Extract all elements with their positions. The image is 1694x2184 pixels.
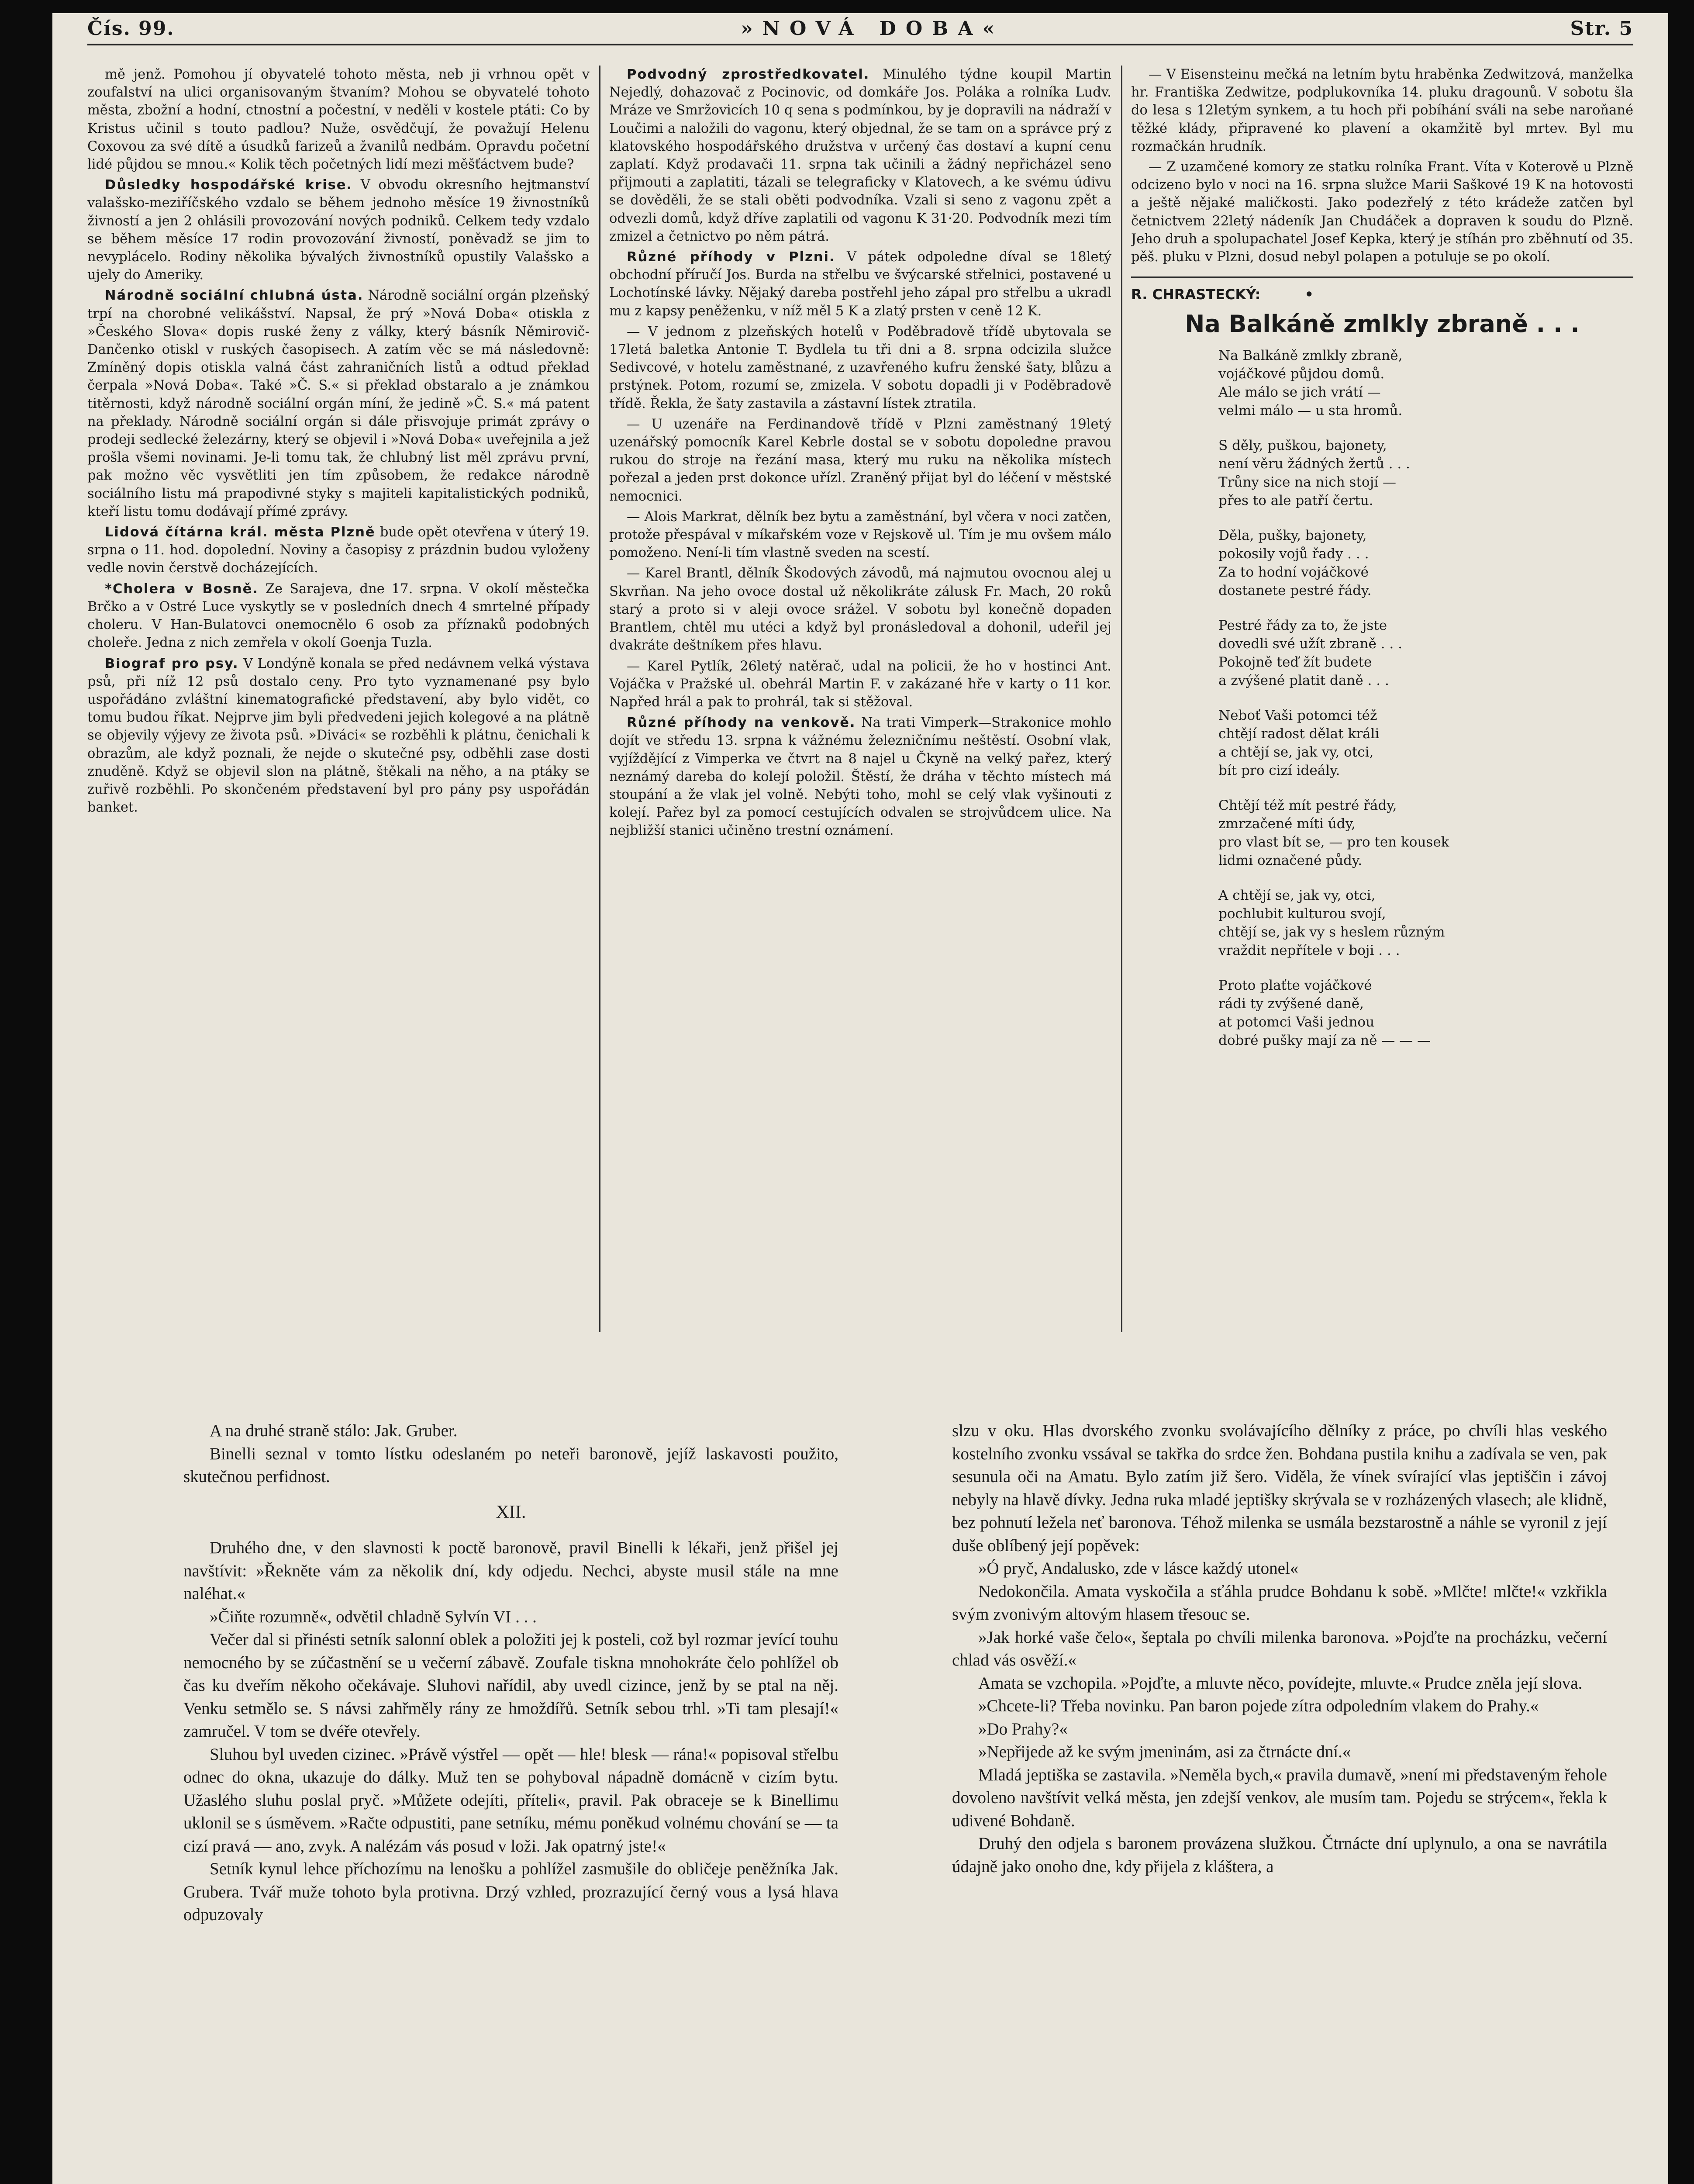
article-headline: Různé příhody na venkově. xyxy=(627,715,856,731)
article xyxy=(609,714,1111,840)
poem-title: Na Balkáně zmlkly zbraně . . . xyxy=(1185,310,1580,338)
novel-paragraph: »Jak horké vaše čelo«, šeptala po chvíli milenka baronova. »Pojďte na procházku, večerní chlad vás osvěží.« xyxy=(952,1628,1607,1669)
article-body: — V jednom z plzeňských hotelů v Poděbradově třídě ubytovala se 17letá baletka Antonie T. Bydlela tu tři dni a 8. srpna odcizila služce Sedivcové, v hotelu zaměstnané, z uzavřeného kufru ženské šaty, blůzu a prstýnek. Potom, rozumí se, zmizela. V sobotu dopadli ji v Poděbradově třídě. Řekla, že šaty zastavila a zástavní lístek ztratila. xyxy=(609,324,1111,411)
article-body: V obvodu okresního hejtmanství valašsko-meziříčského vzdalo se během jednoho měsíce 19 živnostníků živností a jen 2 ohlásili provozování nových podniků. Celkem tedy vzdalo se během měsíce 17 rodin provozování živností, poněvadž se jim to nevyplácelo. Rodiny několika bývalých živnostníků opustily Valašsko a ujely do Ameriky. xyxy=(87,177,590,283)
article-continued: mě jenž. Pomohou jí obyvatelé tohoto města, neb ji vrhnou opět v zoufalství na ulici organisovaným štvaním? Mohou se obyvatelé tohoto města, zbožní a hodní, ctnostní a počestní, v neděli v kostele ptáti: Co by Kristus učinil s touto padlou? Nuže, osvědčují, že považují Helenu Coxovou za své dítě a úsudků farizeů a žvanilů nedbám. Opravdu početní lidé půjdou se mnou.« Kolik těch početných lidí mezi měšťáctvem bude? xyxy=(87,67,590,173)
poem-line: Proto plaťte vojáčkové xyxy=(1218,977,1372,993)
article-headline: *Cholera v Bosně. xyxy=(105,581,259,597)
page-header xyxy=(87,13,1633,45)
poem-line: dobré pušky mají za ně — — — xyxy=(1218,1032,1431,1048)
poem-line: vojáčkové půjdou domů. xyxy=(1218,366,1385,382)
poem-line: chtějí radost dělat králi xyxy=(1218,726,1380,742)
serial-novel-right-column xyxy=(952,1420,1607,2184)
article-body: — V Eisensteinu mečká na letním bytu hraběnka Zedwitzová, manželka hr. Františka Zedwitze, podplukovníka 14. pluku dragounů. V sobotu šla do lesa s 12letým synkem, a tu hoch při pobíhání sváli na sebe naroňané těžké klády, připravené ko plavení a okamžitě byl mrtev. Byl mu rozmačkán hrudník. xyxy=(1131,67,1633,154)
article-body: — Z uzamčené komory ze statku rolníka Frant. Víta v Koterově u Plzně odcizeno bylo v noci na 16. srpna služce Marii Saškové 19 K na hotovosti a ještě nějaké maličkosti. Jako podezřelý z této krádeže zatčen byl četnictvem 22letý nádeník Jan Chudáček a dopraven k soudu do Plzně. Jeho druh a spolupachatel Josef Kepka, který je stíhán pro zběhnutí od 35. pěš. pluku v Plzni, dosud nebyl polapen a potuluje se po okolí. xyxy=(1131,159,1633,265)
novel-paragraph: Sluhou byl uveden cizinec. »Právě výstřel — opět — hle! blesk — rána!« popisoval střelbu odnec do okna, ukazuje do dálky. Muž ten se pohyboval nápadně domácně v cizím bytu. Užaslého sluhu poslal pryč. »Můžete odejíti, příteli«, pravil. Pak obraceje se k Binellimu uklonil se s úsměvem. »Račte odpustiti, pane setníku, mému poněkud volnému chování se — ta cizí pravá — ano, zvyk. A nalézám vás posud v loži. Jak opatrný jste!« xyxy=(183,1745,838,1856)
article-body: Ze Sarajeva, dne 17. srpna. V okolí městečka Brčko a v Ostré Luce vyskytly se v posledních dnech 4 smrtelné případy choleru. V Han-Bulatovci onemocnělo 6 osob za příznaků podobných choleře. Jedna z nich zemřela v okolí Goenja Tuzla. xyxy=(87,581,590,651)
poem-author: R. CHRASTECKÝ: • xyxy=(1131,286,1314,303)
poem-line: Za to hodní vojáčkové xyxy=(1218,564,1369,580)
poem-line: S děly, puškou, bajonety, xyxy=(1218,437,1387,453)
article-headline: Biograf pro psy. xyxy=(105,656,239,671)
article-headline: Důsledky hospodářské krise. xyxy=(105,177,353,193)
article-body: — Karel Brantl, dělník Škodových závodů, má najmutou ovocnou alej u Skvrňan. Na jeho ovoce dostal už několikráte zálusk Fr. Mach, 20 roků starý a proto si v aleji ovoce srážel. V sobotu byl konečně dopaden Brantlem, chtěl mu utéci a když byl pronásledoval a dohonil, udeřil jej dvakráte deštníkem přes hlavu. xyxy=(609,566,1111,653)
poem-line: Děla, pušky, bajonety, xyxy=(1218,527,1367,543)
poem-line: a zvýšené platit daně . . . xyxy=(1218,672,1389,688)
poem xyxy=(1131,346,1633,1050)
article xyxy=(87,287,590,521)
poem-line: přes to ale patří čertu. xyxy=(1218,492,1373,508)
poem-line: dovedli své užít zbraně . . . xyxy=(1218,636,1402,652)
poem-line: Neboť Vaši potomci též xyxy=(1218,707,1377,723)
novel-paragraph: »Do Prahy?« xyxy=(978,1719,1068,1738)
novel-paragraph: Nedokončila. Amata vyskočila a sťáhla prudce Bohdanu k sobě. »Mlčte! mlčte!« vzkřikla svým zvonivým altovým hlasem třesouc se. xyxy=(952,1582,1607,1624)
poem-line: není věru žádných žertů . . . xyxy=(1218,456,1410,472)
article-headline: Národně sociální chlubná ústa. xyxy=(105,288,364,304)
poem-line: Pokojně teď žít budete xyxy=(1218,654,1372,670)
novel-paragraph: slzu v oku. Hlas dvorského zvonku svolávajícího dělníky z práce, po chvíli hlas veského kostelního zvonku vssával se takřka do srdce žen. Bohdana pustila knihu a zadívala se ven, pak sesunula oči na Amatu. Bylo zatím již šero. Viděla, že vínek svírající vlas jeptiščin i závoj nebyly na hlavě dívky. Jedna ruka mladé jeptišky skrývala se v rozházených vlasech; ale klidně, bez pohnutí ležela neť baronova. Téhož milenka se usmála bezstarostně a náhle se vyronil z její duše oblíbený její popěvek: xyxy=(952,1421,1607,1555)
news-columns xyxy=(87,66,1633,1341)
article xyxy=(609,248,1111,320)
star-ornament: • xyxy=(1304,286,1314,303)
poem-line: A chtějí se, jak vy, otci, xyxy=(1218,887,1376,903)
novel-paragraph: Večer dal si přinésti setník salonní oblek a položiti jej k posteli, což byl rozmar jevící touhu nemocného by se zúčastnění se u večerní zábavě. Zoufale tiskna mnohokráte čelo pohlížel ob čas ku dveřím někoho očekávaje. Sluhovi nařídil, aby uvedl cizince, jenž by se ptal na něj. Venku setmělo se. S návsi zahřměly rány ze hmoždířů. Setník sebou trhl. »Ti tam plesají!« zamručel. V tom se dvéře otevřely. xyxy=(183,1630,838,1741)
poem-line: zmrzačené míti údy, xyxy=(1218,816,1356,832)
novel-paragraph: Amata se vzchopila. »Pojďte, a mluvte něco, povídejte, mluvte.« Prudce zněla její slova. xyxy=(978,1673,1583,1693)
novel-paragraph: Mladá jeptiška se zastavila. »Neměla bych,« pravila dumavě, »není mi představeným řehole dovoleno navštívit velká města, jen zdejší venkov, ale musím tam. Pojedu se strýcem«, řekla k udivené Bohdaně. xyxy=(952,1765,1607,1830)
poem-line: dostanete pestré řády. xyxy=(1218,582,1372,598)
article-body: bude opět otevřena v úterý 19. srpna o 11. hod. dopolední. Noviny a časopisy z prázdnin budou vyloženy vedle novin čerstvě docházejících. xyxy=(87,525,590,576)
article-body: Na trati Vimperk—Strakonice mohlo dojít ve středu 13. srpna k vážnému železničnímu neštěstí. Osobní vlak, vyjíždějící z Vimperka ve čtvrt na 8 najel u Čkyně na velký pařez, který neznámý dareba do kolejí položil. Štěstí, že dráha v těchto místech má stoupání a že vlak jel volně. Nebýti toho, mohl se celý vlak vyšinouti z kolejí. Pařez byl za pomocí cestujících odvalen se strojvůdcem ulice. Na nejbližší stanici učiněno trestní oznámení. xyxy=(609,715,1111,839)
article xyxy=(87,523,590,577)
novel-paragraph: »Nepřijede až ke svým jmeninám, asi za čtrnácte dní.« xyxy=(978,1742,1351,1761)
novel-paragraph: Druhý den odjela s baronem provázena služkou. Čtrnácte dní uplynulo, a ona se navrátila údajně jako onoho dne, kdy přijela z kláštera, a xyxy=(952,1834,1607,1876)
poem-stanza xyxy=(1218,436,1633,510)
article xyxy=(87,580,590,652)
column-1 xyxy=(87,66,590,1341)
novel-paragraph: »Čiňte rozumně«, odvětil chladně Sylvín VI . . . xyxy=(210,1607,537,1626)
poem-line: pro vlast bít se, — pro ten kousek xyxy=(1218,834,1449,850)
poem-line: Ale málo se jich vrátí — xyxy=(1218,384,1381,400)
poem-stanza xyxy=(1218,616,1633,690)
section-divider xyxy=(1131,276,1633,278)
poem-line: vraždit nepřítele v boji . . . xyxy=(1218,942,1400,958)
poem-line: at potomci Vaši jednou xyxy=(1218,1014,1375,1030)
article-body: — Karel Pytlík, 26letý natěrač, udal na policii, že ho v hostinci Ant. Vojáčka v Pražské ul. obehrál Martin F. v zakázané hře v karty o 11 kor. Napřed hrál a pak to prohrál, tak si stěžoval. xyxy=(609,658,1111,710)
issue-number: Čís. 99. xyxy=(87,17,175,40)
poem-stanza xyxy=(1218,346,1633,420)
article xyxy=(87,176,590,284)
poem-line: a chtějí se, jak vy, otci, xyxy=(1218,744,1374,760)
poem-line: Chtějí též mít pestré řády, xyxy=(1218,797,1397,813)
poem-line: pokosily vojů řady . . . xyxy=(1218,546,1369,562)
chapter-number: XII. xyxy=(496,1502,526,1522)
article-body: V Londýně konala se před nedávnem velká výstava psů, při níž 12 psů dostalo ceny. Pro tyto vyznamenané psy bylo uspořádáno zvláštní kinematografické představení, aby bylo vidět, co tomu budou říkat. Nejprve jim byli předvedeni jejich kolegové a na plátně se objevily výjevy ze života psů. »Diváci« se rozběhli k plátnu, čenichali k obrazům, ale když poznali, že nejde o skutečné psy, odběhli zase dosti znuděně. Když se objevil slon na plátně, štěkali na něho, a na ptáky se zuřivě rozběhli. Po skončeném představení byl pro pány psy uspořádán banket. xyxy=(87,656,590,816)
article-body: Národně sociální orgán plzeňský trpí na chorobné velikášství. Napsal, že prý »Nová Doba« otiskla z »Českého Slova« dopis ruské ženy z války, který básník Němirovič-Dančenko otiskl v ruských časopisech. A zatím věc se má následovně: Zmíněný dopis otiskla valná část zahraničních listů a odtud překlad čerpala »Nová Doba«. Také »Č. S.« si překlad obstaralo a je známkou titěrnosti, když národně sociální orgán míní, že jedině »Č. S.« má patent na překlady. Národně sociální orgán si dále přisvojuje primát zprávy o prodeji sedlecké železárny, který se objevil i »Nová Doba« uveřejnila a jež prošla všemi novinami. Je-li tomu tak, že chlubný list měl zprávu první, pak možno věc vysvětliti jen tím způsobem, že redakce národně sociálního listu má prapodivné styky s majiteli kapitalistických podniků, kteří listu tomu dodávají přímé zprávy. xyxy=(87,288,590,519)
column-divider xyxy=(1121,66,1122,1332)
poem-stanza xyxy=(1218,976,1633,1050)
poem-stanza xyxy=(1218,886,1633,960)
poem-line: bít pro cizí ideály. xyxy=(1218,762,1340,778)
article xyxy=(87,655,590,817)
poem-line: Na Balkáně zmlkly zbraně, xyxy=(1218,347,1403,363)
novel-paragraph: Binelli seznal v tomto lístku odeslaném po neteři baronově, jejíž laskavosti použito, skutečnou perfidnost. xyxy=(183,1444,838,1486)
poem-line: chtějí se, jak vy s heslem různým xyxy=(1218,924,1445,940)
novel-paragraph: A na druhé straně stálo: Jak. Gruber. xyxy=(210,1421,458,1440)
article xyxy=(609,66,1111,245)
paper-title: »NOVÁ DOBA« xyxy=(741,17,1004,40)
poem-stanza xyxy=(1218,796,1633,870)
poem-line: pochlubit kulturou svojí, xyxy=(1218,905,1386,922)
poem-stanza xyxy=(1218,526,1633,600)
article-headline: Podvodný zprostředkovatel. xyxy=(627,67,870,82)
novel-paragraph: Druhého dne, v den slavnosti k poctě baronově, pravil Binelli k lékaři, jenž přišel jej navštívit: »Řekněte vám za několik dní, kdy odjedu. Nechci, abyste musil stále na mne naléhat.« xyxy=(183,1538,838,1603)
column-divider xyxy=(599,66,600,1332)
poem-line: Pestré řády za to, že jste xyxy=(1218,617,1387,633)
column-3 xyxy=(1131,66,1633,1341)
page-number: Str. 5 xyxy=(1570,17,1633,40)
poem-line: velmi málo — u sta hromů. xyxy=(1218,402,1403,418)
novel-paragraph: »Chcete-li? Třeba novinku. Pan baron pojede zítra odpoledním vlakem do Prahy.« xyxy=(978,1697,1539,1715)
serial-novel-left-column xyxy=(183,1420,838,2184)
article-body: — Alois Markrat, dělník bez bytu a zaměstnání, byl včera v noci zatčen, protože přespával v míkařském voze v Rejskově ul. Tím je mu ovšem málo pomoženo. Není-li tím vlastně sveden na scestí. xyxy=(609,509,1111,561)
article-body: V pátek odpoledne díval se 18letý obchodní příručí Jos. Burda na střelbu ve švýcarské střelnici, postavené u Lochotínské lávky. Nějaký dareba postřehl jeho zápal pro střelbu a ukradl mu z kapsy peněženku, v níž měl 5 K a zlatý prsten v ceně 12 K. xyxy=(609,249,1111,319)
poem-line: rádi ty zvýšené daně, xyxy=(1218,995,1364,1012)
article-headline: Lidová čítárna král. města Plzně xyxy=(105,525,376,540)
poem-line: lidmi označené půdy. xyxy=(1218,852,1363,868)
poem-stanza xyxy=(1218,706,1633,780)
newspaper-page xyxy=(52,13,1668,2184)
article-body: — U uzenáře na Ferdinandově třídě v Plzni zaměstnaný 19letý uzenářský pomocník Karel Kebrle dostal se v sobotu dopoledne pravou rukou do stroje na řezání masa, který mu ruku na několika místech pořezal a jeden prst dokonce uřízl. Zraněný přijat byl do léčení v městské nemocnici. xyxy=(609,416,1111,504)
novel-paragraph: Setník kynul lehce příchozímu na lenošku a pohlížel zasmušile do obličeje peněžníka Jak. Grubera. Tvář muže tohoto byla protivna. Drzý vzhled, prozrazující černý vous a lysá hlava odpuzovaly xyxy=(183,1859,838,1924)
novel-paragraph: »Ó pryč, Andalusko, zde v lásce každý utonel« xyxy=(978,1559,1299,1578)
poem-line: Trůny sice na nich stojí — xyxy=(1218,474,1396,490)
article-headline: Různé příhody v Plzni. xyxy=(627,249,835,265)
article-body: Minulého týdne koupil Martin Nejedlý, dohazovač z Pocinovic, od domkáře Jos. Poláka a rolníka Ludv. Mráze ve Smržovicích 10 q sena s podmínkou, by je dopravili na nádraží v Loučimi a naložili do vagonu, který objednal, že se tam on a správce prý z klatovského hospodářského družstva v určený čas dostaví a kupní cenu zaplatí. Když prodavači 11. srpna tak učinili a žádný nepřicházel seno přijmouti a zaplatiti, tázali se telegraficky v Klatovech, a ke svému údivu se dověděli, že se stali oběti podvodníka. Vzali si seno z vagonu zpět a odvezli domů, když dříve zaplatili od vagonu K 31·20. Podvodník mezi tím zmizel a četnictvo po něm pátrá. xyxy=(609,67,1111,244)
column-2 xyxy=(609,66,1111,1341)
